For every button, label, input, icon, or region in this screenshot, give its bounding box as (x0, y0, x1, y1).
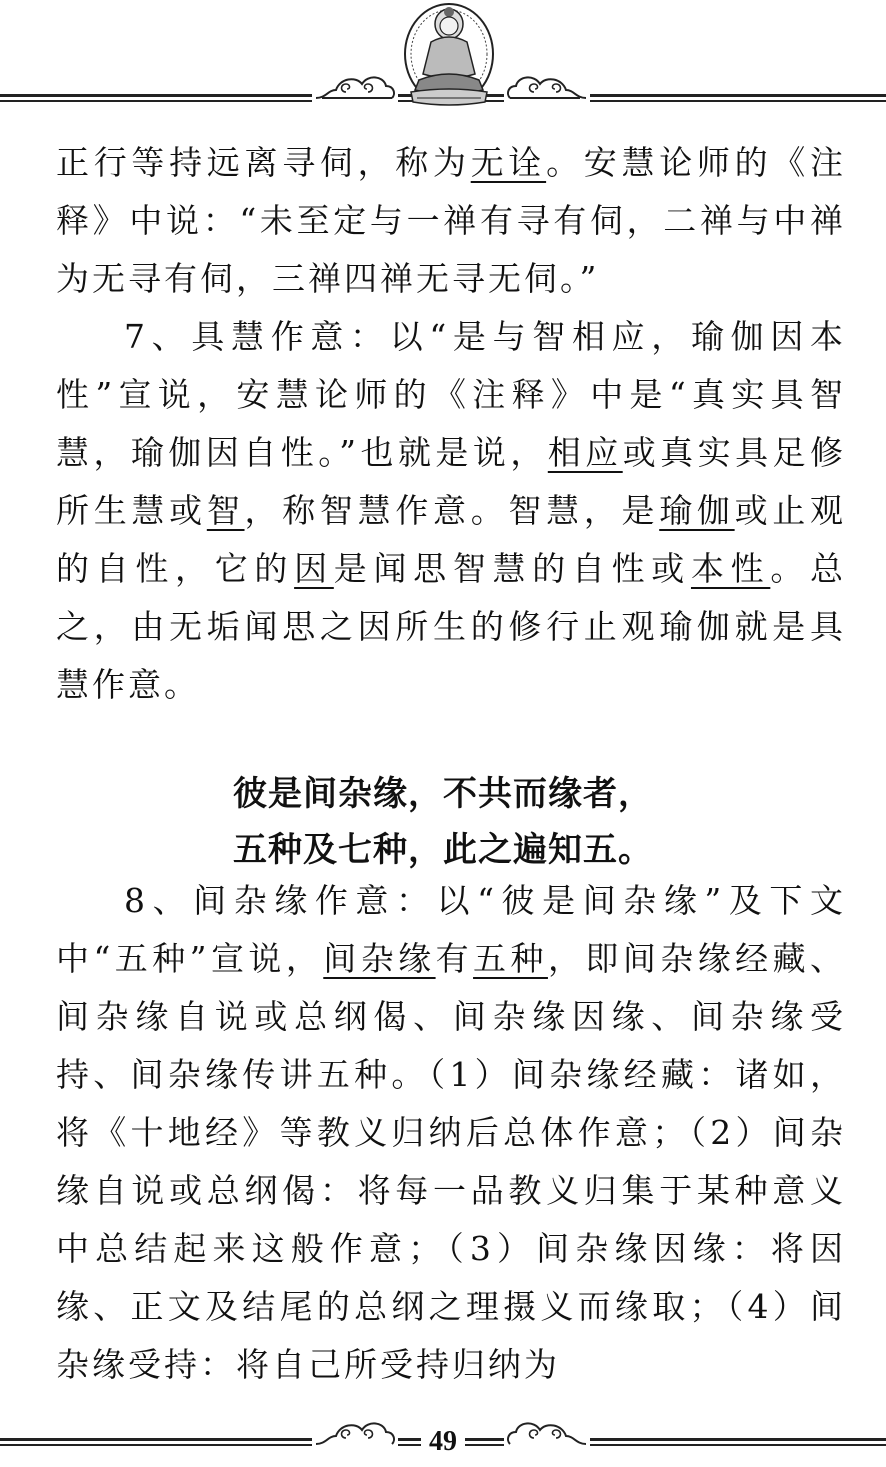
page-body (56, 134, 846, 714)
underlined-term: 相应 (547, 433, 623, 472)
underlined-term: 本性 (690, 549, 771, 588)
underlined-term: 无诠 (470, 143, 547, 182)
buddha-icon (401, 2, 497, 108)
cloud-ornament-icon (312, 70, 398, 104)
underlined-term: 五种 (473, 939, 548, 978)
page-body-continued (56, 872, 846, 1394)
cloud-ornament-icon (504, 70, 590, 104)
underlined-term: 智 (206, 491, 245, 530)
underlined-term: 因 (294, 549, 334, 588)
paragraph: 8、间杂缘作意：以“彼是间杂缘”及下文中“五种”宣说，间杂缘有五种，即间杂缘经藏、间杂缘自说或总纲偈、间杂缘因缘、间杂缘受持、间杂缘传讲五种。（1）间杂缘经藏：诸如，将《十地经》等教义归纳后总体作意；（2）间杂缘自说或总纲偈：将每一品教义归集于某种意义中总结起来这般作意；（3）间杂缘因缘：将因缘、正文及结尾的总纲之理摄义而缘取；（4）间杂缘受持：将自己所受持归纳为 (56, 881, 847, 1384)
paragraph: 正行等持远离寻伺，称为无诠。安慧论师的《注释》中说：“未至定与一禅有寻有伺，二禅与中禅为无寻有伺，三禅四禅无寻无伺。” (56, 143, 847, 298)
verse-line: 彼是间杂缘，不共而缘者， (233, 774, 653, 814)
verse-line: 五种及七种，此之遍知五。 (233, 830, 653, 870)
page-number: 49 (0, 1426, 886, 1458)
underlined-term: 间杂缘 (323, 939, 436, 978)
underlined-term: 瑜伽 (659, 491, 735, 530)
paragraph: 7、具慧作意：以“是与智相应，瑜伽因本性”宣说，安慧论师的《注释》中是“真实具智慧，瑜伽因自性。”也就是说，相应或真实具足修所生慧或智，称智慧作意。智慧，是瑜伽或止观的自性，它的因是闻思智慧的自性或本性。总之，由无垢闻思之因所生的修行止观瑜伽就是具慧作意。 (56, 317, 847, 704)
